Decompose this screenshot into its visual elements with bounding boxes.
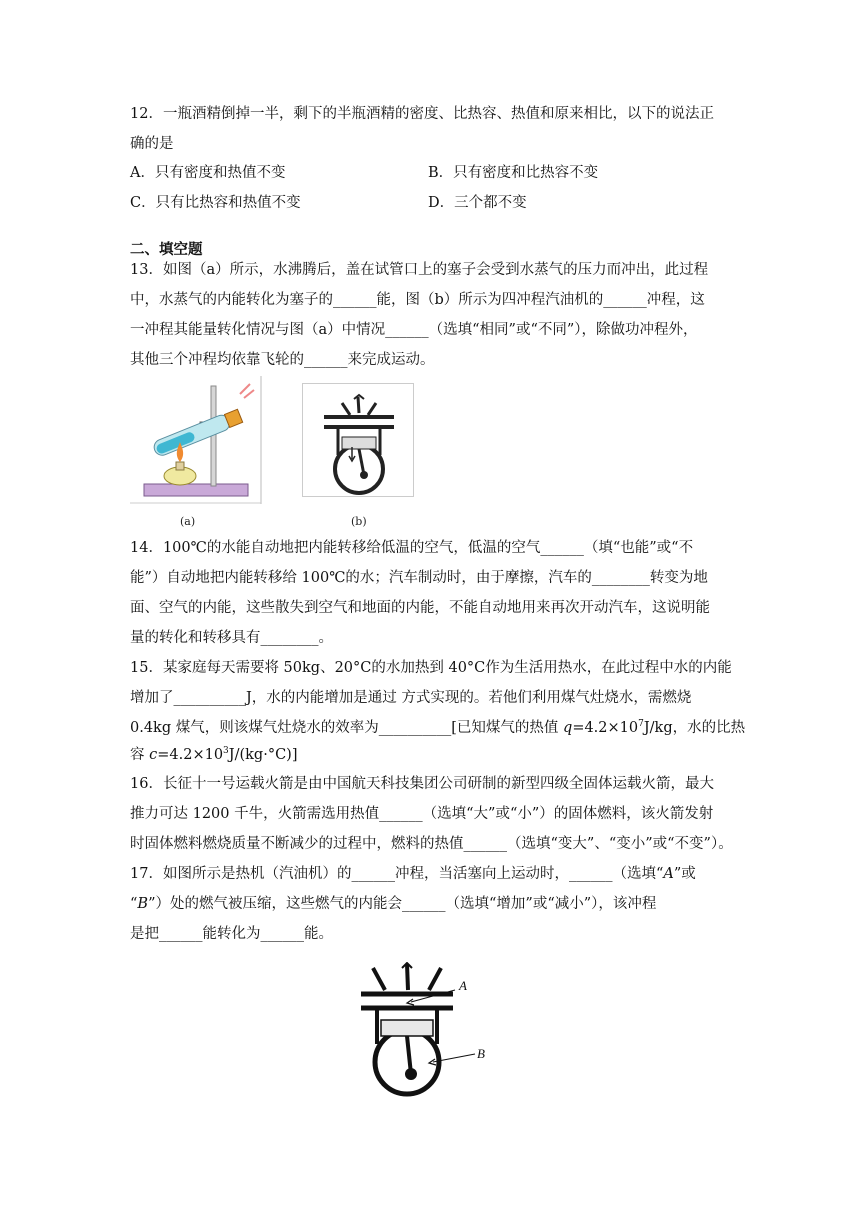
q14-line1: 14．100℃的水能自动地把内能转移给低温的空气，低温的空气______（填“也能”或“不 <box>130 540 694 556</box>
label-a: A <box>459 978 467 993</box>
caption-a: (a) <box>180 515 196 528</box>
figure-q17-engine <box>355 962 495 1102</box>
q13-line1: 13．如图（a）所示，水沸腾后，盖在试管口上的塞子会受到水蒸气的压力而冲出，此过程 <box>130 262 709 278</box>
q14-line4: 量的转化和转移具有________。 <box>130 630 333 646</box>
q15-line4-part-b: =4.2×10 <box>157 747 224 763</box>
q16-line2: 推力可达 1200 千牛，火箭需选用热值______（选填“大”或“小”）的固体燃料，该火箭发射 <box>130 806 714 822</box>
q17-line2-part-a: “ <box>130 896 138 912</box>
q17-line2-part-b: ”）处的燃气被压缩，这些燃气的内能会______（选填“增加”或“减小”），该冲程 <box>148 896 657 912</box>
q16-line3: 时固体燃料燃烧质量不断减少的过程中，燃料的热值______（选填“变大”、“变小”或“不变”）。 <box>130 836 733 852</box>
q13-line4: 其他三个冲程均依靠飞轮的______来完成运动。 <box>130 352 435 368</box>
q17-var-a: A <box>663 866 674 882</box>
q12-line2: 确的是 <box>130 136 174 152</box>
q15-line1: 15．某家庭每天需要将 50kg、20°C的水加热到 40°C作为生活用热水，在此过程中水的内能 <box>130 660 732 676</box>
q12-line1: 12．一瓶酒精倒掉一半，剩下的半瓶酒精的密度、比热容、热值和原来相比，以下的说法正 <box>130 106 714 122</box>
q15-line4-part-a: 容 <box>130 747 150 763</box>
q14-line2: 能”）自动地把内能转移给 100℃的水；汽车制动时，由于摩擦，汽车的________转变为地 <box>130 570 708 586</box>
q15-exponent-7: 7 <box>638 719 644 730</box>
q17-line1-part-b: ”或 <box>673 866 696 882</box>
section-heading: 二、填空题 <box>130 241 203 258</box>
q16-line1: 16．长征十一号运载火箭是由中国航天科技集团公司研制的新型四级全固体运载火箭，最大 <box>130 776 714 792</box>
figure-b-engine <box>302 383 414 497</box>
q15-line2: 增加了__________J，水的内能增加是通过 方式实现的。若他们利用煤气灶烧水，需燃烧 <box>130 690 692 706</box>
figure-a-test-tube <box>130 376 262 504</box>
q15-line3-part-c: J/kg，水的比热 <box>643 720 746 736</box>
q17-line2 <box>130 894 656 914</box>
q15-var-c: c <box>149 747 158 763</box>
q13-line2: 中，水蒸气的内能转化为塞子的______能，图（b）所示为四冲程汽油机的______冲程，这 <box>130 292 705 308</box>
q17-line1 <box>130 864 696 884</box>
q17-line3: 是把______能转化为______能。 <box>130 926 333 942</box>
q15-line4-part-c: J/(kg·°C)] <box>228 747 298 763</box>
q15-exponent-3: 3 <box>223 746 229 757</box>
q15-line3-part-b: =4.2×10 <box>572 720 639 736</box>
q12-option-c: C．只有比热容和热值不变 <box>130 195 301 211</box>
label-b: B <box>477 1046 485 1061</box>
q12-option-d: D．三个都不变 <box>428 195 527 211</box>
q17-var-b: B <box>137 896 149 912</box>
caption-b: (b) <box>351 515 367 528</box>
q15-var-q: q <box>563 720 573 736</box>
q15-line3-part-a: 0.4kg 煤气，则该煤气灶烧水的效率为__________[已知煤气的热值 <box>130 720 564 736</box>
q12-option-a: A．只有密度和热值不变 <box>130 165 286 181</box>
q15-line3 <box>130 718 745 738</box>
q13-line3: 一冲程其能量转化情况与图（a）中情况______（选填“相同”或“不同”），除做功冲程外， <box>130 322 698 338</box>
q17-line1-part-a: 17．如图所示是热机（汽油机）的______冲程，当活塞向上运动时，______（选填“ <box>130 866 664 882</box>
q14-line3: 面、空气的内能，这些散失到空气和地面的内能，不能自动地用来再次开动汽车，这说明能 <box>130 600 710 616</box>
q15-line4 <box>130 745 297 765</box>
q12-option-b: B．只有密度和比热容不变 <box>428 165 599 181</box>
